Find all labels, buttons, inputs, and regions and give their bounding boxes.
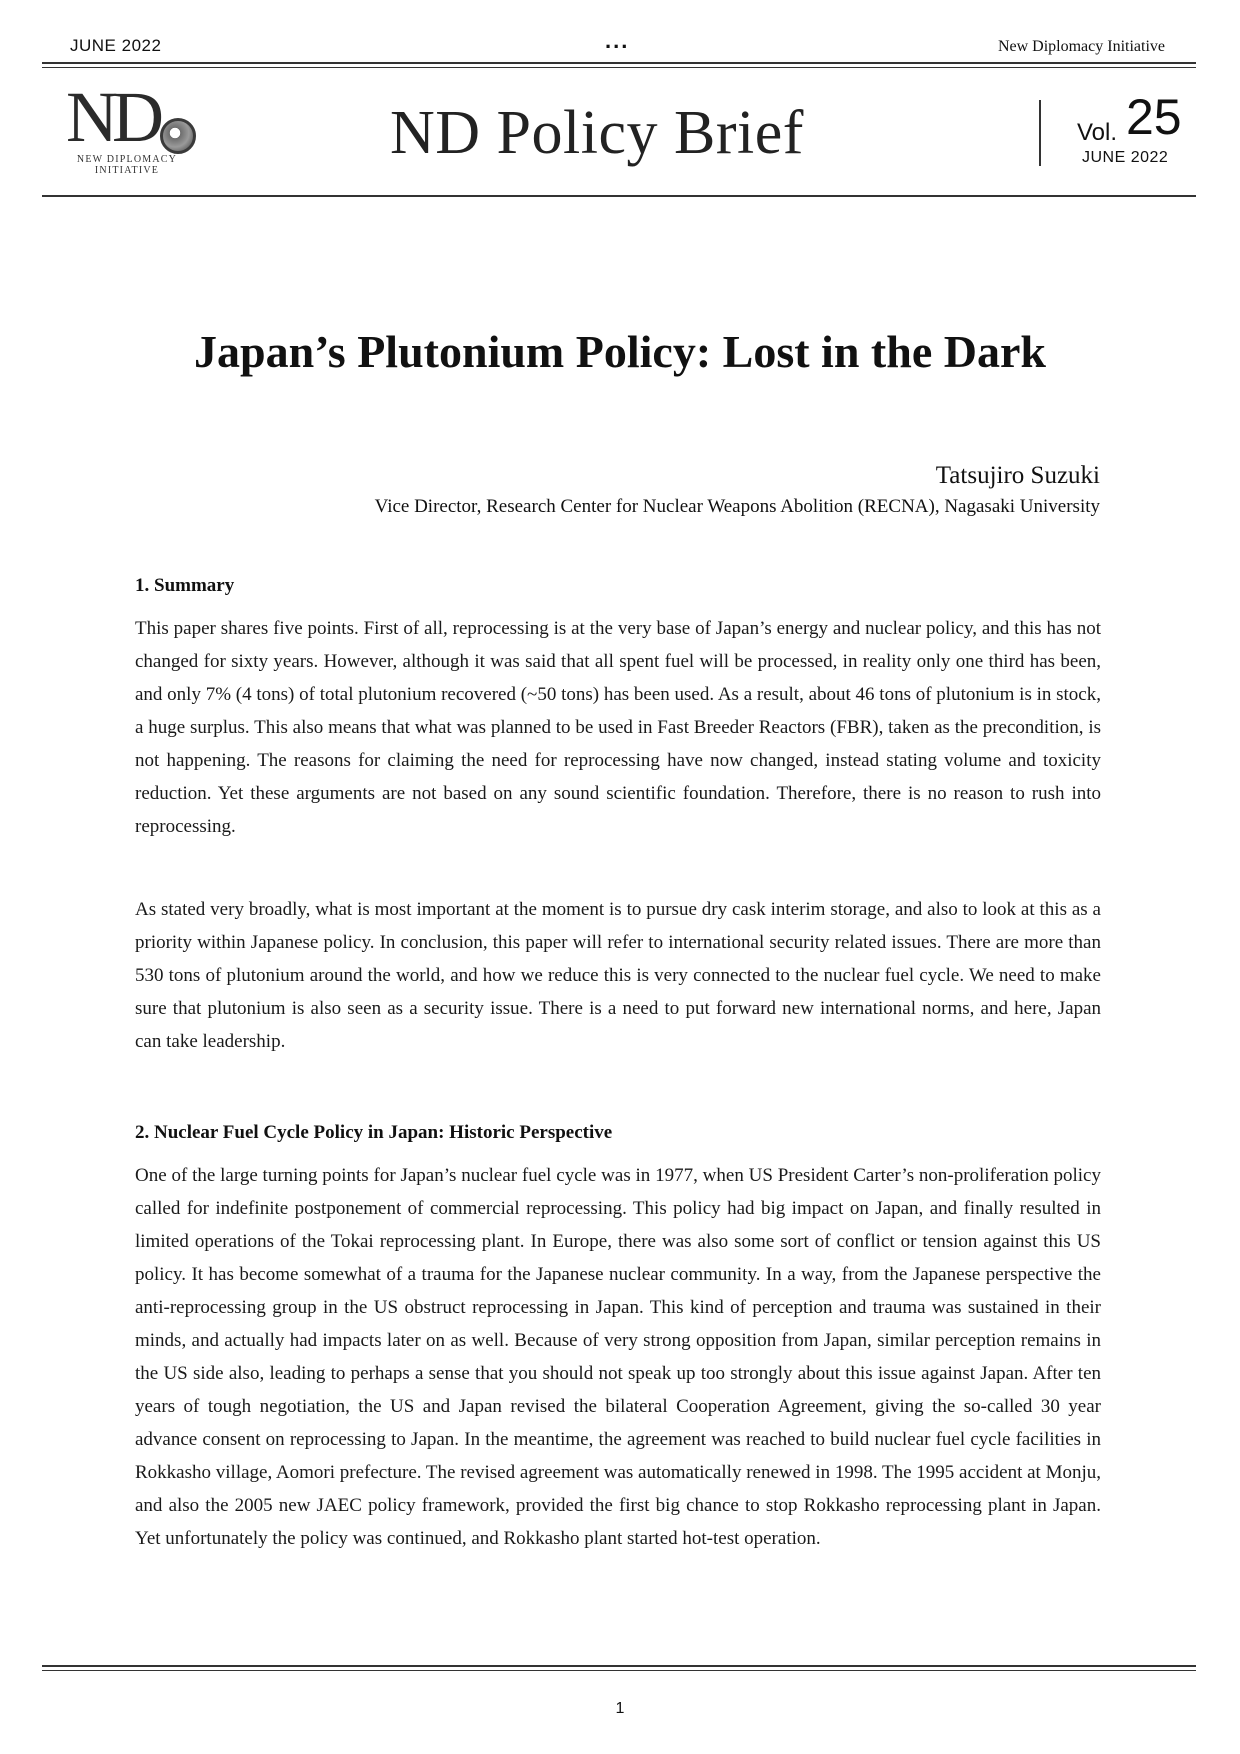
paragraph: This paper shares five points. First of all, reprocessing is at the very base of Japan’s energy and nuclear policy, and this has not changed for sixty years. However, although it was said that all spent fuel will be processed, in reality only one third has been, and only 7% (4 tons) of total plutonium recovered (~50 tons) has been used. As a result, about 46 tons of plutonium is in stock, a huge surplus. This also means that what was planned to be used in Fast Breeder Reactors (FBR), taken as the precondition, is not happening. The reasons for claiming the need for reprocessing have now changed, instead stating volume and toxicity reduction. Yet these arguments are not based on any sound scientific foundation. Therefore, there is no reason to rush into reprocessing. bbox=[135, 618, 1101, 837]
article-title: Japan’s Plutonium Policy: Lost in the Dark bbox=[194, 326, 1046, 377]
volume-number: 25 bbox=[1126, 89, 1182, 145]
header-rule-top bbox=[42, 62, 1196, 64]
running-header-ellipsis: ... bbox=[605, 28, 630, 53]
volume-label: Vol. bbox=[1077, 119, 1118, 146]
paragraph: One of the large turning points for Japan’s nuclear fuel cycle was in 1977, when US President Carter’s non-proliferation policy called for indefinite postponement of commercial reprocessing. This policy had big impact on Japan, and finally resulted in limited operations of the Tokai reprocessing plant. In Europe, there was also some sort of conflict or tension against this US policy. It has become somewhat of a trauma for the Japanese nuclear community. In a way, from the Japanese perspective the anti-reprocessing group in the US obstruct reprocessing in Japan. This kind of perception and trauma was sustained in their minds, and actually had impacts later on as well. Because of very strong opposition from Japan, similar perception remains in the US side also, leading to perhaps a sense that you should not speak up too strongly about this issue against Japan. After ten years of tough negotiation, the US and Japan revised the bilateral Cooperation Agreement, giving the so-called 30 year advance consent on reprocessing to Japan. In the meantime, the agreement was reached to build nuclear fuel cycle facilities in Rokkasho village, Aomori prefecture. The revised agreement was automatically renewed in 1998. The 1995 accident at Monju, and also the 2005 new JAEC policy framework, provided the first big chance to stop Rokkasho reprocessing plant in Japan. Yet unfortunately the policy was continued, and Rokkasho plant started hot-test operation. bbox=[135, 1165, 1101, 1549]
footer-rule bbox=[42, 1665, 1196, 1667]
masthead-divider bbox=[1039, 100, 1041, 166]
author-name: Tatsujiro Suzuki bbox=[935, 462, 1100, 489]
section-heading: 2. Nuclear Fuel Cycle Policy in Japan: Historic Perspective bbox=[135, 1122, 613, 1143]
logo-letters: ND bbox=[66, 77, 158, 157]
author-affiliation: Vice Director, Research Center for Nuclear Weapons Abolition (RECNA), Nagasaki University bbox=[374, 496, 1100, 517]
masthead-rule bbox=[42, 195, 1196, 197]
footer-rule-thin bbox=[42, 1670, 1196, 1671]
header-rule-top-thin bbox=[42, 67, 1196, 68]
page-number: 1 bbox=[615, 1700, 625, 1717]
running-header-publisher: New Diplomacy Initiative bbox=[997, 38, 1165, 55]
logo-subtitle-line2: INITIATIVE bbox=[94, 165, 160, 176]
section-heading: 1. Summary bbox=[135, 575, 235, 596]
globe-icon bbox=[160, 118, 196, 154]
running-header-date: JUNE 2022 bbox=[70, 36, 162, 55]
nd-logo bbox=[62, 77, 212, 183]
issue-date: JUNE 2022 bbox=[1082, 149, 1169, 166]
publication-title: ND Policy Brief bbox=[390, 99, 804, 167]
logo-subtitle-line1: NEW DIPLOMACY bbox=[76, 154, 178, 165]
logo-subtitle bbox=[62, 154, 192, 176]
paragraph: As stated very broadly, what is most important at the moment is to pursue dry cask interim storage, and also to look at this as a priority within Japanese policy. In conclusion, this paper will refer to international security related issues. There are more than 530 tons of plutonium around the world, and how we reduce this is very connected to the nuclear fuel cycle. We need to make sure that plutonium is also seen as a security issue. There is a need to put forward new international norms, and here, Japan can take leadership. bbox=[135, 899, 1101, 1052]
